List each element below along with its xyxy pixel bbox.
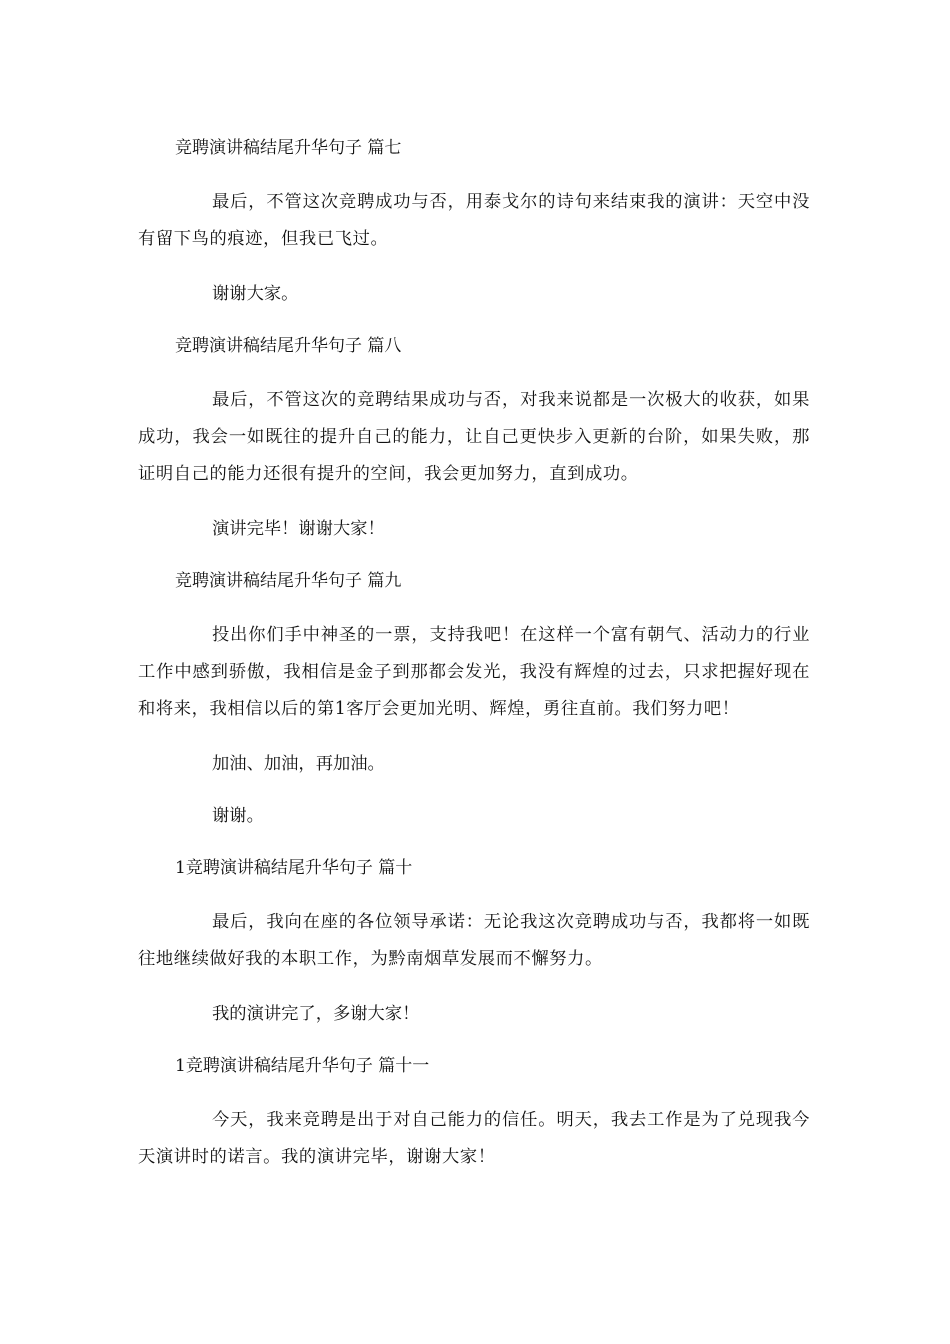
section-heading-9: 竞聘演讲稿结尾升华句子 篇九 (175, 571, 402, 591)
section-heading-7: 竞聘演讲稿结尾升华句子 篇七 (175, 138, 402, 158)
paragraph: 最后，我向在座的各位领导承诺：无论我这次竞聘成功与否，我都将一如既往地继续做好我的本职工作，为黔南烟草发展而不懈努力。 (138, 912, 810, 969)
paragraph: 今天，我来竞聘是出于对自己能力的信任。明天，我去工作是为了兑现我今天演讲时的诺言。我的演讲完毕，谢谢大家！ (138, 1110, 810, 1167)
paragraph: 最后，不管这次竞聘成功与否，用泰戈尔的诗句来结束我的演讲：天空中没有留下鸟的痕迹，但我已飞过。 (138, 192, 810, 249)
section-heading-11: 1竞聘演讲稿结尾升华句子 篇十一 (175, 1056, 430, 1076)
section-heading-10: 1竞聘演讲稿结尾升华句子 篇十 (175, 858, 413, 878)
paragraph: 演讲完毕！谢谢大家！ (212, 519, 385, 539)
paragraph: 谢谢大家。 (212, 284, 299, 304)
section-heading-8: 竞聘演讲稿结尾升华句子 篇八 (175, 336, 402, 356)
paragraph: 谢谢。 (212, 806, 264, 826)
paragraph: 最后，不管这次的竞聘结果成功与否，对我来说都是一次极大的收获，如果成功，我会一如既往的提升自己的能力，让自己更快步入更新的台阶，如果失败，那证明自己的能力还很有提升的空间，我会更加努力，直到成功。 (138, 390, 810, 484)
paragraph: 我的演讲完了，多谢大家！ (212, 1004, 420, 1024)
document-body (138, 130, 810, 1176)
paragraph: 投出你们手中神圣的一票，支持我吧！在这样一个富有朝气、活动力的行业工作中感到骄傲，我相信是金子到那都会发光，我没有辉煌的过去，只求把握好现在和将来，我相信以后的第1客厅会更加光明、辉煌，勇往直前。我们努力吧！ (138, 625, 810, 719)
paragraph: 加油、加油，再加油。 (212, 754, 385, 774)
